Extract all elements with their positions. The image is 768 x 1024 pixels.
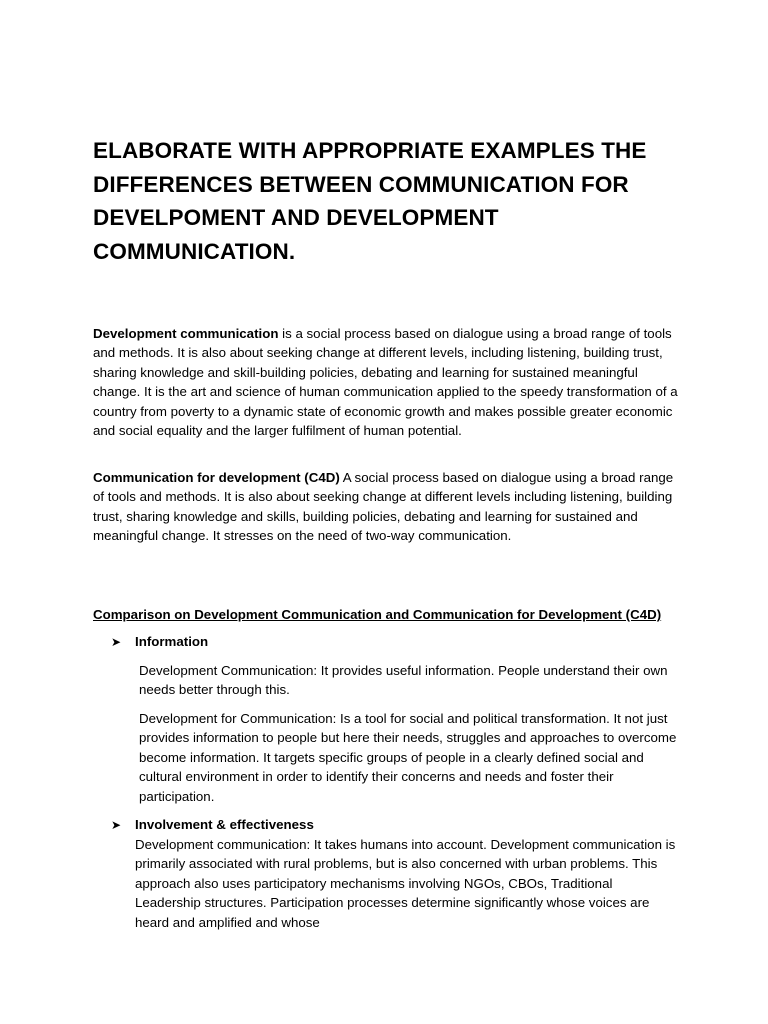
- arrow-bullet-icon: ➤: [111, 818, 122, 832]
- term-development-communication: Development communication: [93, 326, 279, 341]
- document-title: ELABORATE WITH APPROPRIATE EXAMPLES THE DIFFERENCES BETWEEN COMMUNICATION FOR DEVELPOMENT AND DEVELOPMENT COMMUNICATION.: [93, 138, 647, 264]
- bullet-involvement-effectiveness: [111, 815, 314, 835]
- information-dev-communication-text: Development Communication: It provides useful information. People understand their own needs better through this.: [139, 663, 668, 698]
- involvement-dev-communication-text: Development communication: It takes humans into account. Development communication is primarily associated with rural problems, but is also concerned with urban problems. This approach also uses participatory mechanisms involving NGOs, CBOs, Traditional Leadership structures. Participation processes determine significantly whose voices are heard and amplified and whose: [135, 837, 676, 930]
- information-dev-for-communication-text: Development for Communication: Is a tool for social and political transformation. It not just provides information to people but here their needs, struggles and approaches to overcome become information. It targets specific groups of people in a clearly defined social and cultural environment in order to identify their concerns and needs and foster their participation.: [139, 711, 677, 804]
- arrow-bullet-icon: ➤: [111, 635, 122, 649]
- paragraph-text: A social process based on dialogue using a broad range of tools and methods. It is also about seeking change at different levels including listening, building trust, sharing knowledge and skills, building policies, debating and learning for sustained and meaningful change. It stresses on the need of two-way communication.: [93, 470, 674, 544]
- bullet-label: Information: [135, 634, 209, 649]
- paragraph-communication-for-development: [93, 468, 678, 546]
- paragraph-text: is a social process based on dialogue using a broad range of tools and methods. It is also about seeking change at different levels, including listening, building trust, sharing knowledge and skill-building policies, debating and learning for sustained meaningful change. It is the art and science of human communication applied to the speedy transformation of a country from poverty to a dynamic state of economic growth and makes possible greater economic and social equality and the larger fulfilment of human potential.: [93, 326, 678, 439]
- bullet-label: Involvement & effectiveness: [135, 817, 314, 832]
- paragraph-development-communication: [93, 324, 678, 440]
- bullet-information: [111, 632, 208, 652]
- term-communication-for-development: Communication for development (C4D): [93, 470, 340, 485]
- comparison-heading: Comparison on Development Communication and Communication for Development (C4D): [93, 607, 662, 622]
